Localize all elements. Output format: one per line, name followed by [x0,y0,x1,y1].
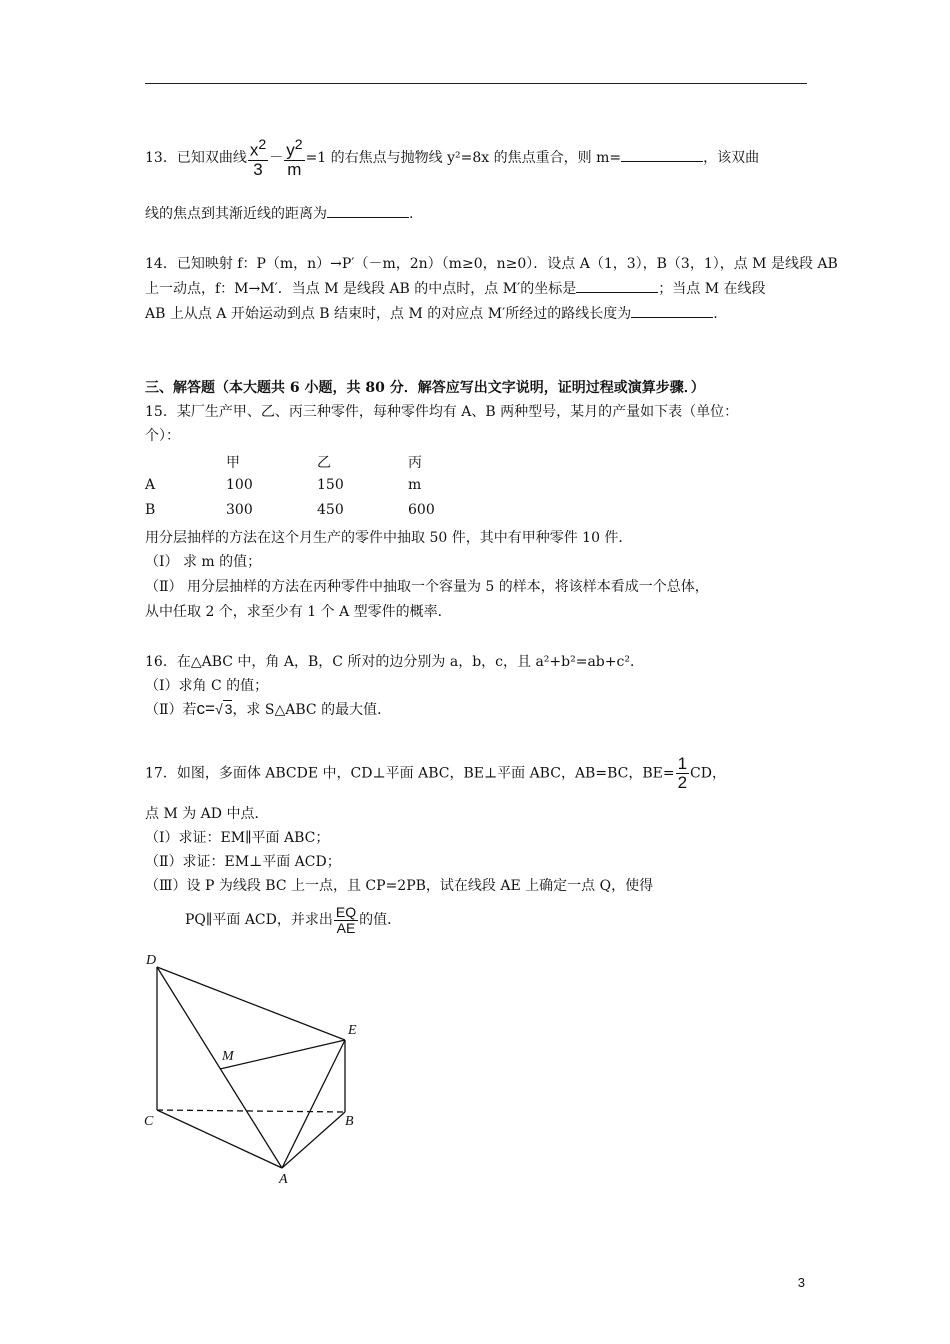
header-rule [145,83,807,84]
q13-minus: － [269,150,284,167]
table-cell: 150 [317,477,344,493]
q13-frac2-den: m [287,159,302,179]
q16-line1: 16．在△ABC 中，角 A，B，C 所对的边分别为 a，b，c，且 a²+b²=ab+c²． [145,654,644,670]
section3-title: 三、解答题（本大题共 6 小题，共 80 分．解答应写出文字说明，证明过程或演算步骤．） [145,380,705,396]
edge-ME [220,1040,345,1069]
q17-part3b [185,905,401,935]
q14-line2 [145,278,766,298]
q13-mid: =1 的右焦点与抛物线 y²=8x 的焦点重合，则 m= [305,150,622,167]
q17-frac-den: 2 [677,772,688,792]
q14-blank1[interactable] [576,278,658,293]
label-A: A [279,1172,288,1187]
page-number: 3 [797,1275,805,1290]
edge-CB-hidden [157,1110,345,1112]
q17-line1-post: CD， [690,765,726,782]
q15-part1: （Ⅰ） 求 m 的值； [145,554,262,570]
q16-part2-pre: （Ⅱ）若 [145,702,197,718]
q14-line2-after: ；当点 M 在线段 [658,281,766,297]
edge-CA [157,1110,282,1168]
q16-part1: （Ⅰ）求角 C 的值； [145,678,269,694]
q15-part2: （Ⅱ） 用分层抽样的方法在丙种零件中抽取一个容量为 5 的样本，将该样本看成一个总体， [145,579,709,595]
table-cell: 450 [317,502,344,518]
q13-frac1 [248,138,268,178]
q17-part3b-num: EQ [335,904,357,920]
q13-line1 [145,138,759,178]
q13-after-blank1: ，该双曲 [703,150,760,167]
q14-line1: 14．已知映射 f：P（m，n）→P′（－m，2n）（m≥0，n≥0）．设点 A（1，3），B（3，1），点 M 是线段 AB [145,256,838,272]
edge-DE [157,967,345,1040]
q13-blank1[interactable] [621,147,703,162]
edge-BA [282,1112,345,1168]
q13-frac1-den: 3 [253,159,263,179]
q17-frac-num: 1 [677,754,688,773]
label-C: C [144,1114,154,1129]
table-cell: 300 [226,502,253,518]
q17-line1-pre: 17．如图，多面体 ABCDE 中，CD⊥平面 ABC，BE⊥平面 ABC，AB=BC，BE= [145,765,675,782]
q15-line2: 个）： [145,428,180,444]
q14-blank2[interactable] [631,303,713,318]
edge-EA [282,1040,345,1168]
q17-line2: 点 M 为 AD 中点． [145,806,269,822]
q16-part2-c: c= [196,699,215,718]
q13-end: . [409,206,414,222]
label-D: D [146,953,157,968]
q14-line2-text: 上一动点，f：M→M′．当点 M 是线段 AB 的中点时，点 M′的坐标是 [145,281,577,297]
q17-frac [676,755,689,792]
table-row-label: B [145,502,156,518]
table-header-cell: 甲 [226,455,240,471]
q13-prefix: 13．已知双曲线 [145,150,247,167]
q14-line3 [145,303,718,323]
q17-part2: （Ⅱ）求证：EM⊥平面 ACD； [145,854,341,870]
q13-line2 [145,203,413,223]
q14-end: . [713,306,718,322]
q15-line3: 用分层抽样的方法在这个月生产的零件中抽取 50 件，其中有甲种零件 10 件． [145,530,633,546]
table-header-cell: 乙 [317,455,331,471]
q15-line1: 15．某厂生产甲、乙、丙三种零件，每种零件均有 A、B 两种型号，某月的产量如下表（单位： [145,404,739,420]
sqrt-sign-icon: √ [214,701,223,717]
q16-part2 [145,699,391,719]
table-cell: m [408,477,422,493]
label-B: B [345,1114,354,1129]
q13-frac1-sup: 2 [258,137,267,153]
q13-line2-text: 线的焦点到其渐近线的距离为 [145,206,327,222]
q17-part3b-post: 的值． [359,912,402,929]
table-cell: 600 [408,502,435,518]
q13-blank2[interactable] [327,203,409,218]
q15-part2b: 从中任取 2 个，求至少有 1 个 A 型零件的概率． [145,604,452,620]
label-M: M [222,1049,234,1064]
q14-line3-text: AB 上从点 A 开始运动到点 B 结束时，点 M 的对应点 M′所经过的路线长度为 [145,306,632,322]
q13-frac2 [284,138,304,178]
q13-frac1-num: x [249,140,259,160]
q17-part3b-den: AE [336,919,356,936]
edge-DA [157,967,282,1168]
q17-line1 [145,755,726,792]
q13-frac2-sup: 2 [294,137,303,153]
q16-part2-sqrt: 3 [224,701,233,717]
q17-part3: （Ⅲ）设 P 为线段 BC 上一点，且 CP=2PB，试在线段 AE 上确定一点 Q，使得 [145,878,654,894]
q17-part1: （Ⅰ）求证：EM∥平面 ABC； [145,830,330,846]
q16-part2-post: ，求 S△ABC 的最大值． [232,702,392,718]
table-cell: 100 [226,477,253,493]
q17-part3b-frac [334,905,358,935]
table-header-cell: 丙 [408,455,422,471]
q17-part3b-pre: PQ∥平面 ACD，并求出 [185,912,333,929]
q13-frac2-num: y [286,140,295,160]
label-E: E [348,1023,357,1038]
table-row-label: A [145,477,156,493]
